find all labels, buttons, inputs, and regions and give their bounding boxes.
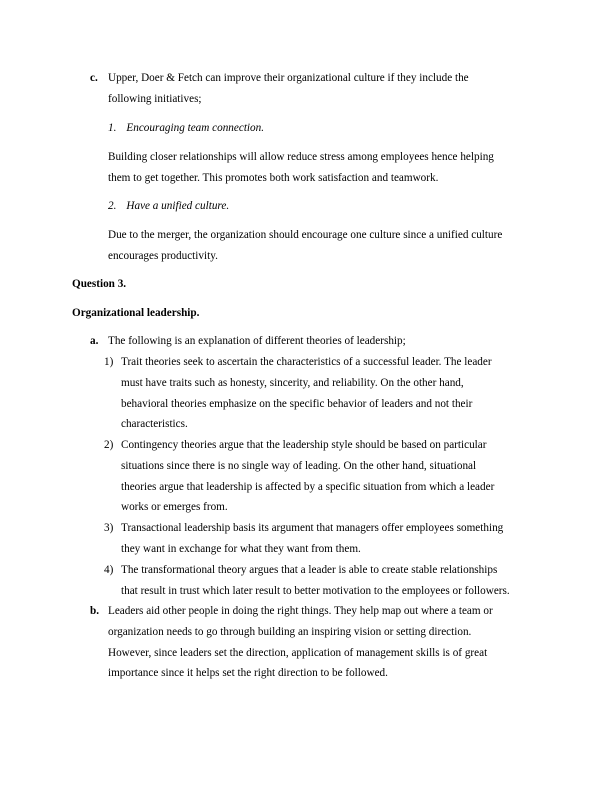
text-line: characteristics. xyxy=(121,418,188,431)
text-line: them to get together. This promotes both work satisfaction and teamwork. xyxy=(108,171,439,184)
initiative-1-text xyxy=(108,147,494,189)
text-line: must have traits such as honesty, sincerity, and reliability. On the other hand, xyxy=(121,376,464,389)
item-number: 2) xyxy=(104,439,114,451)
text-line: following initiatives; xyxy=(108,92,202,105)
part-a-intro: The following is an explanation of different theories of leadership; xyxy=(108,335,406,347)
initiative-2-text xyxy=(108,225,502,267)
theory-item-3 xyxy=(121,518,503,560)
text-line: Due to the merger, the organization should encourage one culture since a unified culture xyxy=(108,229,503,241)
text-line: Building closer relationships will allow reduce stress among employees hence helping xyxy=(108,151,494,163)
initiative-number: 2. xyxy=(108,200,117,212)
list-label-a: a. xyxy=(90,335,99,347)
initiative-1-heading xyxy=(108,118,264,139)
initiative-title: Have a unified culture. xyxy=(126,200,230,212)
text-line: However, since leaders set the direction, application of management skills is of great xyxy=(108,646,488,659)
text-line: Contingency theories argue that the leadership style should be based on particular xyxy=(121,439,487,451)
list-label-b: b. xyxy=(90,605,100,617)
initiative-number: 1. xyxy=(108,122,117,134)
item-number: 3) xyxy=(104,522,114,534)
item-number: 1) xyxy=(104,356,114,368)
item-number: 4) xyxy=(104,564,114,576)
text-line: Leaders aid other people in doing the right things. They help map out where a team or xyxy=(108,605,493,617)
section-c-text xyxy=(108,68,469,110)
theory-item-4 xyxy=(121,560,510,602)
text-line: Transactional leadership basis its argument that managers offer employees something xyxy=(121,522,504,534)
text-line: theories argue that leadership is affected by a specific situation from which a leader xyxy=(121,480,495,493)
theory-item-1 xyxy=(121,352,492,435)
theory-item-2 xyxy=(121,435,494,518)
text-line: works or emerges from. xyxy=(121,501,228,514)
section-heading: Organizational leadership. xyxy=(72,307,200,319)
text-line: behavioral theories emphasize on the specific behavior of leaders and not their xyxy=(121,397,473,410)
initiative-2-heading xyxy=(108,196,229,217)
text-line: encourages productivity. xyxy=(108,249,218,262)
text-line: importance since it helps set the right direction to be followed. xyxy=(108,667,388,680)
text-line: organization needs to go through building an inspiring vision or setting direction. xyxy=(108,625,472,638)
part-b-text xyxy=(108,601,493,684)
text-line: they want in exchange for what they want from them. xyxy=(121,542,361,555)
list-label-c: c. xyxy=(90,72,98,84)
question-heading: Question 3. xyxy=(72,278,127,290)
initiative-title: Encouraging team connection. xyxy=(126,122,265,134)
text-line: Upper, Doer & Fetch can improve their organizational culture if they include the xyxy=(108,72,469,84)
text-line: Trait theories seek to ascertain the characteristics of a successful leader. The leader xyxy=(121,356,492,368)
text-line: situations since there is no single way of leading. On the other hand, situational xyxy=(121,459,477,472)
text-line: that result in trust which later result to better motivation to the employees or followers. xyxy=(121,584,510,597)
text-line: The transformational theory argues that a leader is able to create stable relationships xyxy=(121,564,498,576)
